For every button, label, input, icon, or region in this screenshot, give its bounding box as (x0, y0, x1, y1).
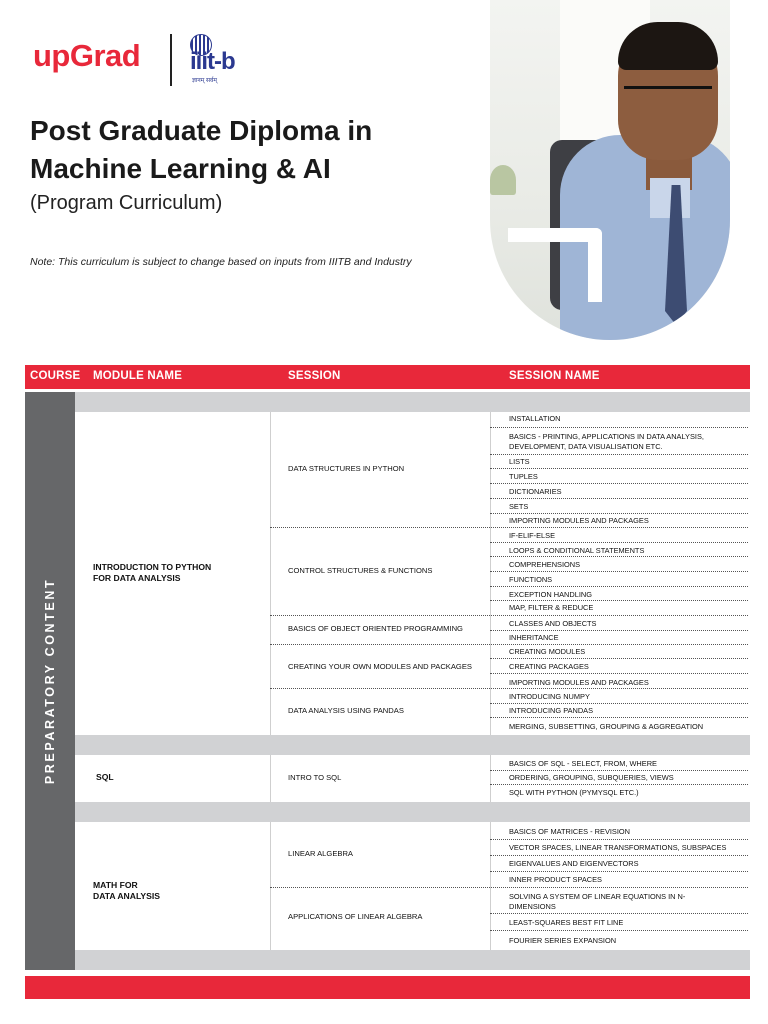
course-column (25, 392, 75, 970)
header-session-name: SESSION NAME (509, 370, 600, 382)
list-item: BASICS OF SQL - SELECT, FROM, WHERE (509, 759, 657, 768)
footer-bar (25, 976, 750, 999)
list-item: CLASSES AND OBJECTS (509, 619, 597, 628)
module-python: INTRODUCTION TO PYTHON FOR DATA ANALYSIS (93, 562, 212, 583)
module-sql: SQL (96, 772, 114, 782)
header-course: COURSE (30, 370, 81, 382)
list-item: INHERITANCE (509, 633, 559, 642)
page-title (30, 112, 470, 188)
list-item: LISTS (509, 457, 530, 466)
list-item: LEAST-SQUARES BEST FIT LINE (509, 918, 624, 927)
list-item: DICTIONARIES (509, 487, 562, 496)
upgrad-logo: upGrad (33, 38, 141, 73)
list-item: MERGING, SUBSETTING, GROUPING & AGGREGATION (509, 722, 704, 731)
list-item: CREATING PACKAGES (509, 662, 589, 671)
logo-divider (170, 34, 172, 86)
list-item: INNER PRODUCT SPACES (509, 875, 602, 884)
title-line-2: Machine Learning & AI (30, 153, 331, 184)
list-item: IMPORTING MODULES AND PACKAGES (509, 678, 649, 687)
session-oop: BASICS OF OBJECT ORIENTED PROGRAMMING (288, 624, 463, 633)
iiitb-wordmark: iiit-b (190, 48, 235, 75)
module-math: MATH FOR DATA ANALYSIS (93, 880, 161, 901)
session-control-structures: CONTROL STRUCTURES & FUNCTIONS (288, 566, 433, 575)
list-item: IF-ELIF-ELSE (509, 531, 555, 540)
iiitb-tagline: ज्ञानम् सर्वम् (192, 78, 217, 84)
curriculum-note: Note: This curriculum is subject to change based on inputs from IIITB and Industry (30, 256, 412, 268)
page-subtitle: (Program Curriculum) (30, 192, 223, 214)
list-item: INTRODUCING NUMPY (509, 692, 590, 701)
list-item: SETS (509, 502, 529, 511)
list-item: IMPORTING MODULES AND PACKAGES (509, 516, 649, 525)
session-data-structures: DATA STRUCTURES IN PYTHON (288, 464, 405, 473)
header-module-name: MODULE NAME (93, 370, 183, 382)
band-3 (75, 802, 750, 822)
list-item: SQL WITH PYTHON (PYMYSQL ETC.) (509, 788, 639, 797)
list-item: FUNCTIONS (509, 575, 553, 584)
header-session: SESSION (288, 370, 341, 382)
iiitb-logo (190, 34, 250, 86)
list-item: EIGENVALUES AND EIGENVECTORS (509, 859, 639, 868)
list-item: INSTALLATION (509, 414, 561, 423)
arrow-graphic (508, 228, 602, 302)
list-item: ORDERING, GROUPING, SUBQUERIES, VIEWS (509, 773, 674, 782)
band-1 (75, 392, 750, 412)
course-label: PREPARATORY CONTENT (43, 577, 57, 785)
table-header (25, 365, 750, 389)
list-item: SOLVING A SYSTEM OF LINEAR EQUATIONS IN N-DIMENSIONS (509, 892, 686, 911)
session-modules-packages: CREATING YOUR OWN MODULES AND PACKAGES (288, 662, 472, 671)
title-line-1: Post Graduate Diploma in (30, 115, 373, 146)
list-item: LOOPS & CONDITIONAL STATEMENTS (509, 546, 645, 555)
session-linear-algebra: LINEAR ALGEBRA (288, 849, 353, 858)
list-item: VECTOR SPACES, LINEAR TRANSFORMATIONS, SUBSPACES (509, 843, 727, 852)
band-4 (75, 950, 750, 970)
list-item: EXCEPTION HANDLING (509, 590, 592, 599)
list-item: BASICS OF MATRICES - REVISION (509, 827, 631, 836)
list-item: MAP, FILTER & REDUCE (509, 603, 594, 612)
session-applications-linear-algebra: APPLICATIONS OF LINEAR ALGEBRA (288, 912, 423, 921)
session-intro-sql: INTRO TO SQL (288, 773, 342, 782)
list-item: CREATING MODULES (509, 647, 586, 656)
session-pandas: DATA ANALYSIS USING PANDAS (288, 706, 404, 715)
list-item: TUPLES (509, 472, 538, 481)
list-item: BASICS - PRINTING, APPLICATIONS IN DATA ANALYSIS, DEVELOPMENT, DATA VISUALISATION ETC. (509, 432, 704, 451)
list-item: FOURIER SERIES EXPANSION (509, 936, 617, 945)
list-item: INTRODUCING PANDAS (509, 706, 594, 715)
list-item: COMPREHENSIONS (509, 560, 581, 569)
band-2 (75, 735, 750, 755)
hero-photo (490, 0, 730, 340)
